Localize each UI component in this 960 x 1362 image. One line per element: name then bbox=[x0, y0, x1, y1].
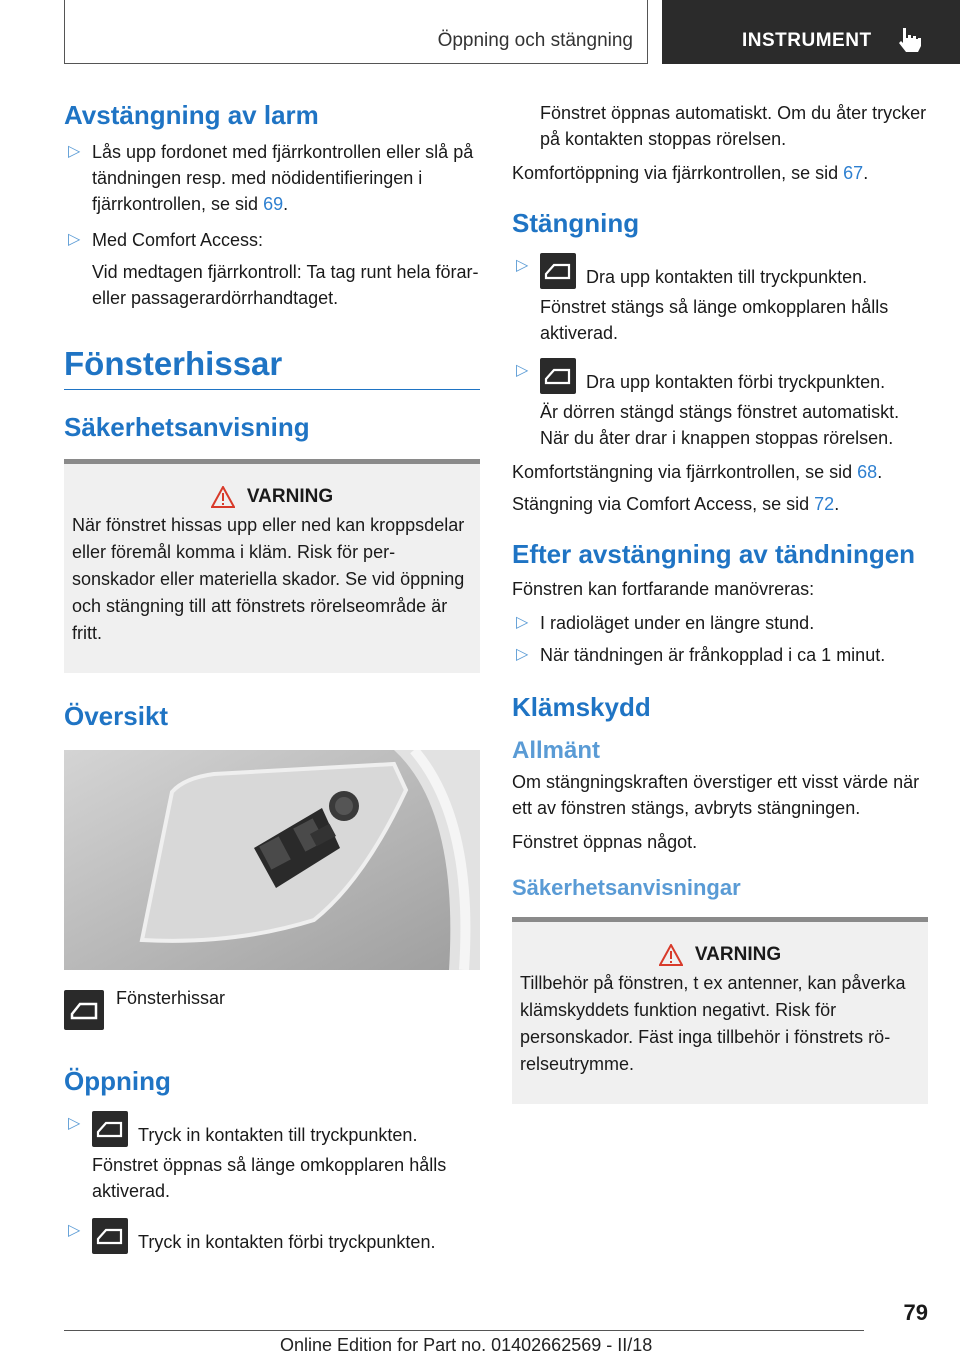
page-reference-link[interactable]: 67 bbox=[843, 163, 864, 183]
list-item-subtext: Är dörren stängd stängs fönstret automatiskt. När du åter drar i knappen stoppas rörelsen. bbox=[540, 402, 900, 448]
warning-title: VARNING bbox=[694, 944, 782, 965]
list-item: ▷ Dra upp kontakten förbi tryckpunkten. Är dörren stängd stängs fönstret automatiskt. När du åter drar i knappen stoppas rörelsen. bbox=[512, 358, 928, 451]
triangle-bullet-icon: ▷ bbox=[516, 257, 529, 274]
general-text: Om stängningskraften överstiger ett visst värde när ett av fönstren stängs, avbryts stängningen. bbox=[512, 772, 920, 818]
warning-text: Tillbehör på fönstren, t ex antenner, kan påverka klämskyddets funktion negativt. Risk för personskador. Fäst inga tillbehör i fönstrets rörelseutrymme. bbox=[520, 973, 906, 1074]
list-item: ▷ I radioläget under en längre stund. bbox=[512, 610, 928, 636]
list-item-subtext: Vid medtagen fjärrkontroll: Ta tag runt hela förar- eller passagerardörrhandtaget. bbox=[92, 262, 479, 308]
header-section-frame bbox=[64, 0, 648, 64]
closing-heading: Stängning bbox=[512, 208, 640, 238]
alarm-heading: Avstängning av larm bbox=[64, 100, 319, 130]
triangle-bullet-icon: ▷ bbox=[68, 231, 81, 248]
door-panel-illustration bbox=[64, 750, 480, 970]
list-item-subtext: Fönstret stängs så länge omkopplaren hålls aktiverad. bbox=[540, 297, 889, 343]
page-reference-link[interactable]: 72 bbox=[814, 494, 835, 514]
safety-notes-heading: Säkerhetsanvisningar bbox=[512, 875, 741, 900]
triangle-bullet-icon: ▷ bbox=[68, 143, 81, 160]
footer-divider bbox=[64, 1330, 864, 1331]
page-reference-link[interactable]: 69 bbox=[263, 194, 284, 214]
legend-row bbox=[64, 986, 480, 1036]
window-switch-photo bbox=[64, 750, 480, 970]
pointing-hand-icon bbox=[894, 26, 924, 54]
auto-open-text: Fönstret öppnas automatiskt. Om du åter trycker på kontakten stoppas rörelsen. bbox=[540, 103, 927, 149]
header-section-title: Öppning och stängning bbox=[437, 30, 633, 51]
alarm-list bbox=[64, 139, 480, 311]
list-item-subtext: Fönstret öppnas så länge omkopplaren hålls aktiverad. bbox=[92, 1155, 447, 1201]
general-heading: Allmänt bbox=[512, 737, 601, 764]
list-item: ▷ Dra upp kontakten till tryckpunkten. Fönstret stängs så länge omkopplaren hålls aktiverad. bbox=[512, 253, 928, 346]
warning-triangle-icon bbox=[211, 486, 235, 508]
after-ignition-text: Fönstren kan fortfarande manövreras: bbox=[512, 579, 815, 599]
windows-heading: Fönsterhissar bbox=[64, 345, 480, 390]
overview-heading: Översikt bbox=[64, 701, 169, 731]
warning-triangle-icon bbox=[659, 944, 683, 966]
comfort-open-text: Komfortöppning via fjärrkontrollen, se sid 67. bbox=[512, 163, 869, 183]
safety-heading: Säkerhetsanvisning bbox=[64, 412, 310, 442]
footer-edition: Online Edition for Part no. 01402662569 - II/18 bbox=[280, 1335, 653, 1355]
header-chapter-tab[interactable] bbox=[662, 0, 960, 64]
page-reference-link[interactable]: 68 bbox=[857, 462, 878, 482]
list-item: ▷ Tryck in kontakten förbi tryckpunkten. bbox=[64, 1218, 480, 1255]
triangle-bullet-icon: ▷ bbox=[516, 614, 529, 631]
list-item: ▷ Lås upp fordonet med fjärrkontrollen eller slå på tändningen resp. med nödidentifieringen i fjärrkontrollen, se sid 69. bbox=[64, 139, 480, 217]
window-switch-icon bbox=[540, 358, 576, 394]
warning-box bbox=[64, 459, 480, 673]
triangle-bullet-icon: ▷ bbox=[68, 1115, 81, 1132]
list-item: ▷ Tryck in kontakten till tryckpunkten. Fönstret öppnas så länge omkopplaren hålls aktiverad. bbox=[64, 1111, 480, 1204]
left-column bbox=[64, 100, 480, 1255]
general-text-2: Fönstret öppnas något. bbox=[512, 832, 698, 852]
opening-list bbox=[64, 1111, 480, 1255]
window-switch-icon bbox=[92, 1218, 128, 1254]
window-switch-icon bbox=[92, 1111, 128, 1147]
after-ignition-heading: Efter avstängning av tändningen bbox=[512, 539, 916, 569]
comfort-close-text: Komfortstängning via fjärrkontrollen, se sid 68. bbox=[512, 462, 883, 482]
closing-list bbox=[512, 253, 928, 451]
triangle-bullet-icon: ▷ bbox=[516, 362, 529, 379]
list-item: ▷ När tändningen är frånkopplad i ca 1 minut. bbox=[512, 642, 928, 668]
list-item: ▷ Med Comfort Access: Vid medtagen fjärrkontroll: Ta tag runt hela förar- eller passagerardörrhandtaget. bbox=[64, 227, 480, 311]
after-ignition-list bbox=[512, 610, 928, 668]
warning-title: VARNING bbox=[246, 486, 334, 507]
warning-box bbox=[512, 917, 928, 1104]
triangle-bullet-icon: ▷ bbox=[68, 1222, 81, 1239]
window-switch-icon bbox=[540, 253, 576, 289]
comfort-access-text: Stängning via Comfort Access, se sid 72. bbox=[512, 494, 840, 514]
page-number: 79 bbox=[903, 1300, 928, 1325]
triangle-bullet-icon: ▷ bbox=[516, 646, 529, 663]
header-chapter-label: INSTRUMENT bbox=[742, 30, 872, 51]
warning-text: När fönstret hissas upp eller ned kan kroppsdelar eller föremål komma i kläm. Risk för personskador eller materiella skador. Se vid öppning och stängning till att fönstrets rörelseområde är fritt. bbox=[72, 515, 465, 643]
right-column bbox=[512, 100, 928, 1104]
opening-heading: Öppning bbox=[64, 1066, 171, 1096]
window-switch-icon bbox=[64, 990, 104, 1030]
legend-caption: Fönsterhissar bbox=[116, 988, 226, 1008]
pinch-protection-heading: Klämskydd bbox=[512, 692, 651, 722]
